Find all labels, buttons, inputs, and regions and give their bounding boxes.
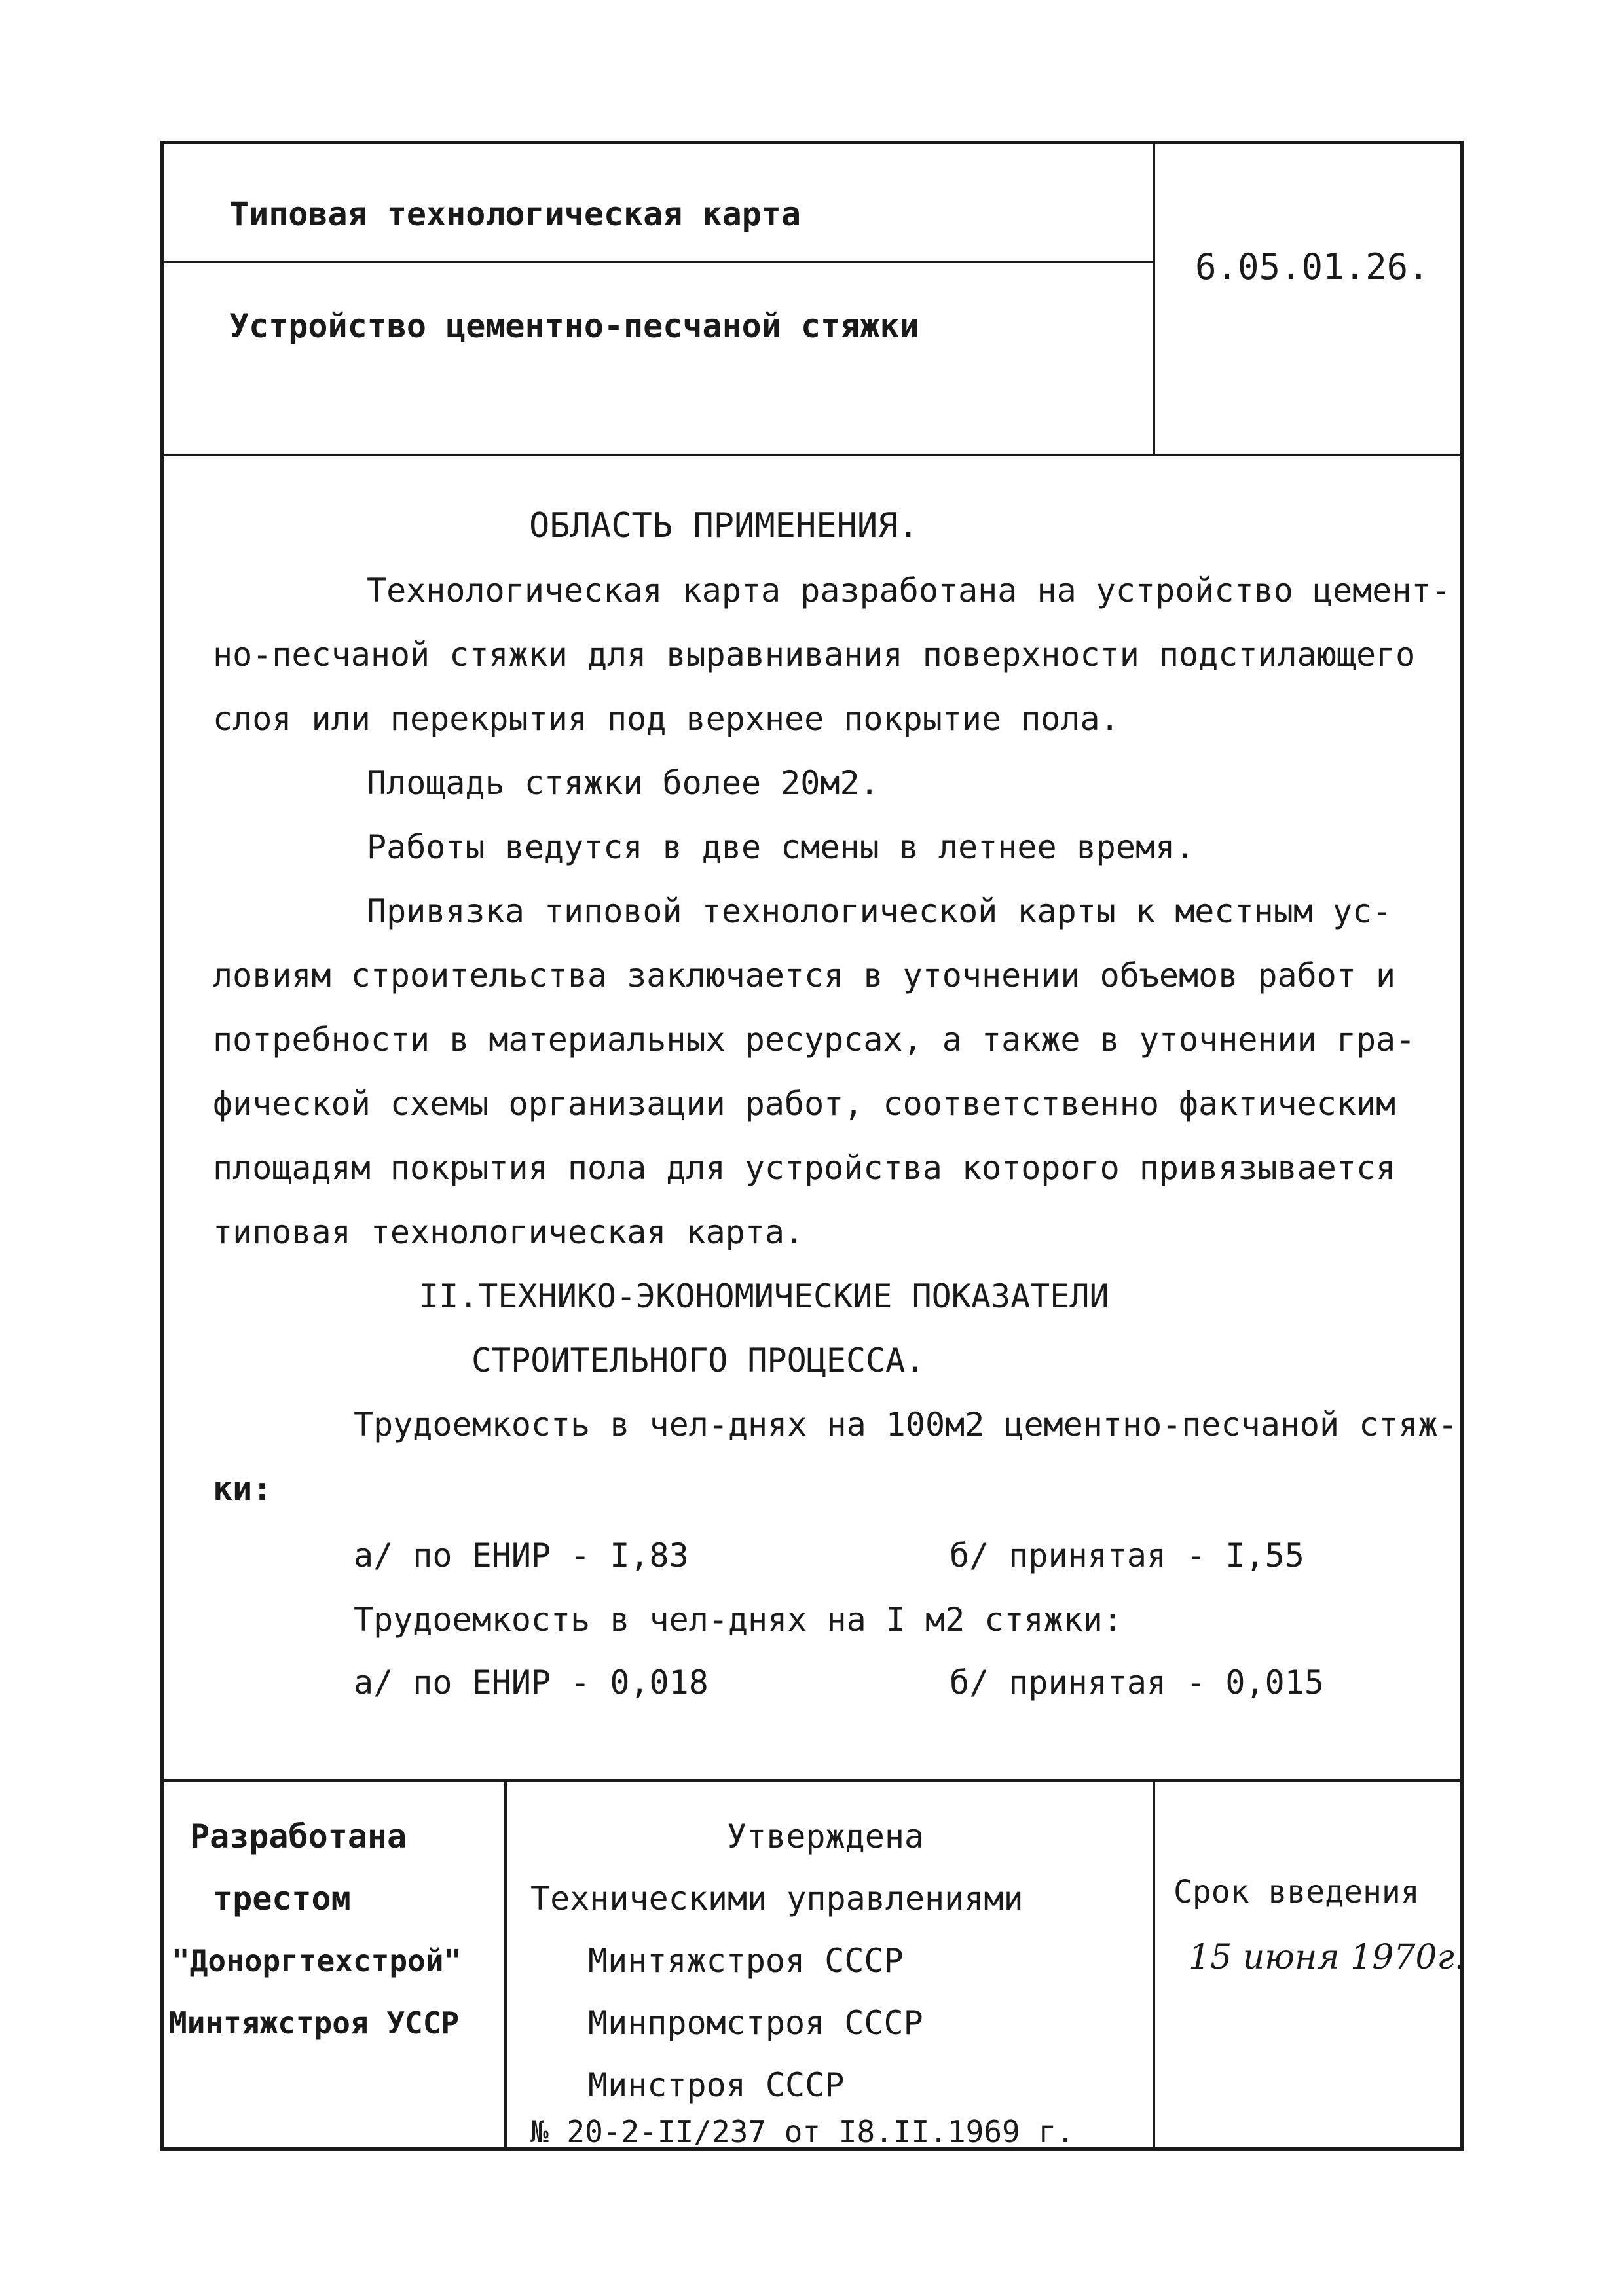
section2-heading-line2: СТРОИТЕЛЬНОГО ПРОЦЕССА. bbox=[471, 1341, 925, 1379]
section1-line-10: площадям покрытия пола для устройства которого привязывается bbox=[213, 1149, 1396, 1187]
footer-approved-line-1: Техническими управлениями bbox=[530, 1880, 1024, 1918]
section1-line-8: потребности в материальных ресурсах, а также в уточнении гра- bbox=[213, 1021, 1416, 1059]
header-divider-vertical bbox=[1153, 141, 1155, 455]
section2-row1-accepted: б/ принятая - I,55 bbox=[950, 1537, 1304, 1575]
footer-developed-line-2: трестом bbox=[213, 1880, 351, 1918]
section2-labour-100m2: Трудоемкость в чел-днях на 100м2 цементно-песчаной стяж- bbox=[354, 1406, 1458, 1444]
section2-labour-100m2-cont: ки: bbox=[213, 1470, 272, 1508]
footer-developed-line-1: Разработана bbox=[190, 1817, 407, 1855]
section2-row1-enir: а/ по ЕНИР - I,83 bbox=[354, 1537, 689, 1575]
section2-row2-accepted: б/ принятая - 0,015 bbox=[950, 1664, 1324, 1702]
footer-divider-top bbox=[160, 1779, 1464, 1782]
header-divider-middle bbox=[160, 261, 1153, 263]
section2-row2-enir: а/ по ЕНИР - 0,018 bbox=[354, 1664, 709, 1702]
section1-line-7: ловиям строительства заключается в уточнении объемов работ и bbox=[213, 957, 1396, 994]
section1-line-5: Работы ведутся в две смены в летнее время. bbox=[367, 828, 1195, 866]
footer-term-value: 15 июня 1970г. bbox=[1189, 1938, 1466, 1977]
footer-term-label: Срок введения bbox=[1173, 1874, 1420, 1910]
header-divider-bottom bbox=[160, 454, 1464, 456]
section1-heading: ОБЛАСТЬ ПРИМЕНЕНИЯ. bbox=[529, 506, 919, 545]
footer-divider-left bbox=[504, 1779, 507, 2151]
footer-approved-line-4: Минстроя СССР bbox=[588, 2066, 845, 2104]
footer-approved-line-2: Минтяжстроя СССР bbox=[588, 1942, 904, 1980]
header-title-line: Устройство цементно-песчаной стяжки bbox=[229, 307, 919, 345]
section2-labour-1m2: Трудоемкость в чел-днях на I м2 стяжки: bbox=[354, 1601, 1122, 1639]
footer-developed-line-3: "Доноргтехстрой" bbox=[172, 1943, 462, 1978]
footer-approved-line-3: Минпромстроя СССР bbox=[588, 2004, 923, 2042]
section1-line-9: фической схемы организации работ, соответственно фактическим bbox=[213, 1085, 1396, 1123]
section1-line-11: типовая технологическая карта. bbox=[213, 1213, 805, 1251]
section1-line-2: но-песчаной стяжки для выравнивания поверхности подстилающего bbox=[213, 636, 1416, 674]
header-type-line: Типовая технологическая карта bbox=[229, 195, 801, 233]
section1-line-3: слоя или перекрытия под верхнее покрытие пола. bbox=[213, 700, 1120, 738]
footer-approved-reference: № 20-2-II/237 от I8.II.1969 г. bbox=[530, 2114, 1075, 2149]
footer-divider-right bbox=[1153, 1779, 1155, 2151]
section1-line-1: Технологическая карта разработана на устройство цемент- bbox=[367, 572, 1451, 610]
section1-line-6: Привязка типовой технологической карты к местным ус- bbox=[367, 892, 1392, 930]
section2-heading-line1: II.ТЕХНИКО-ЭКОНОМИЧЕСКИЕ ПОКАЗАТЕЛИ bbox=[419, 1277, 1109, 1315]
footer-approved-heading: Утверждена bbox=[727, 1817, 925, 1855]
section1-line-4: Площадь стяжки более 20м2. bbox=[367, 764, 879, 802]
document-code: 6.05.01.26. bbox=[1195, 246, 1430, 287]
footer-developed-line-4: Минтяжстроя УССР bbox=[169, 2005, 460, 2041]
